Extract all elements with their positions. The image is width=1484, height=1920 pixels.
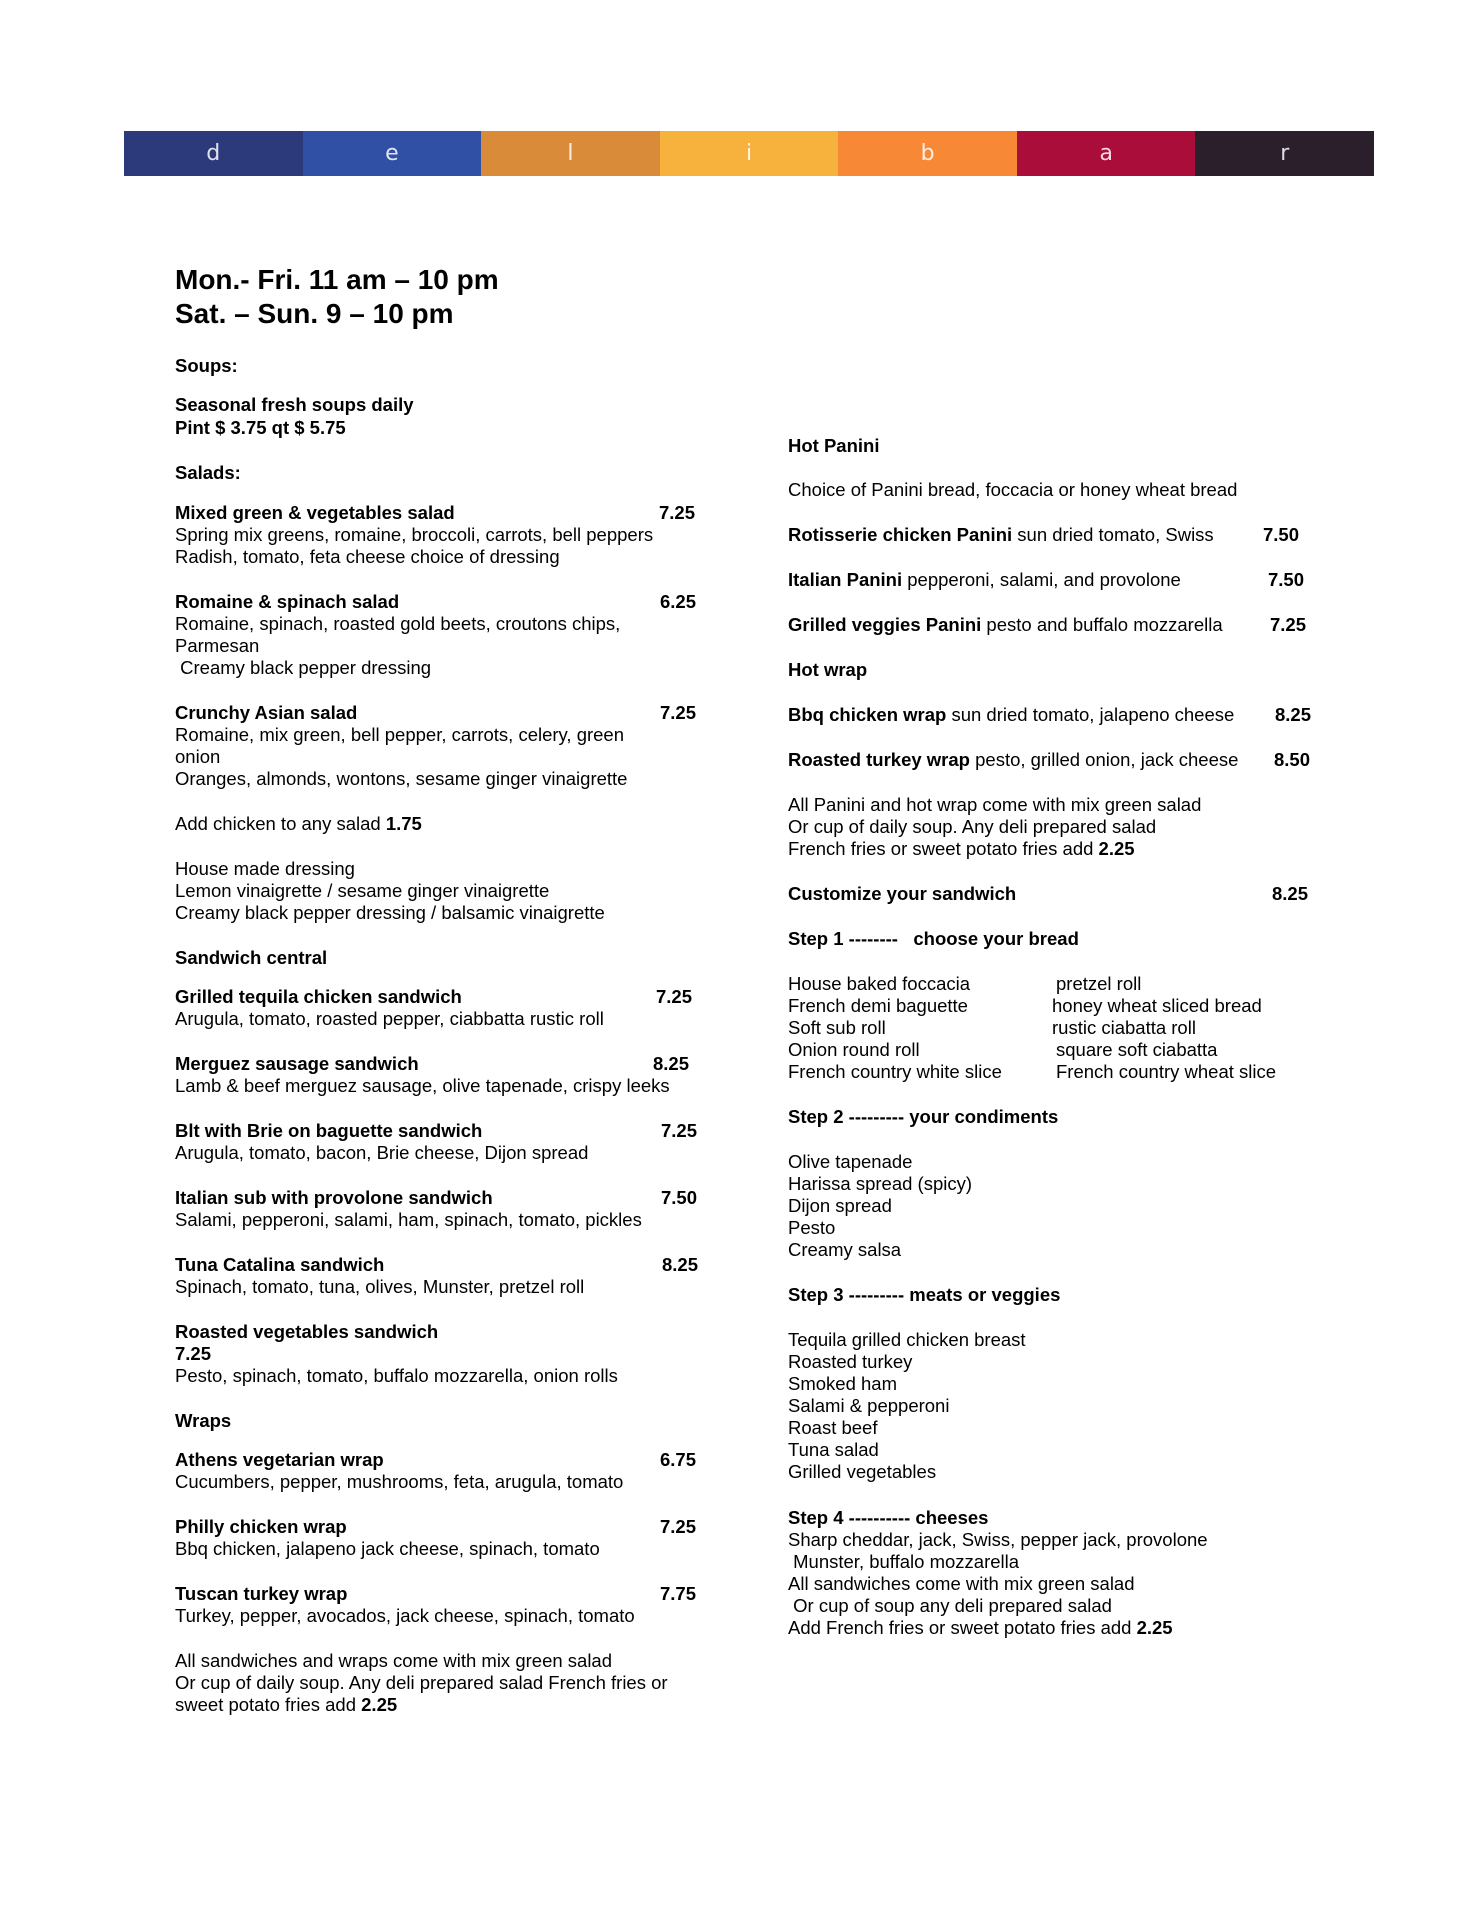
- sides-note: [175, 1694, 397, 1716]
- salad-description: Radish, tomato, feta cheese choice of dressing: [175, 546, 560, 567]
- hot-wrap-description: pesto, grilled onion, jack cheese: [969, 749, 1239, 770]
- salad-description: Spring mix greens, romaine, broccoli, carrots, bell peppers: [175, 524, 654, 545]
- bread-option: Onion round roll: [788, 1039, 920, 1060]
- sides-note-price: 2.25: [361, 1694, 398, 1715]
- logo-segment-r: r: [1195, 131, 1374, 176]
- condiment-option: Creamy salsa: [788, 1239, 902, 1260]
- hot-wrap-price: 8.25: [1275, 704, 1312, 725]
- add-chicken-note: [175, 813, 422, 835]
- bread-option: rustic ciabatta roll: [1052, 1017, 1196, 1038]
- hot-wrap-item: [788, 749, 1238, 771]
- salad-description: Creamy black pepper dressing: [175, 657, 432, 678]
- sandwich-name: Tuna Catalina sandwich: [175, 1254, 385, 1275]
- wrap-description: Cucumbers, pepper, mushrooms, feta, arugula, tomato: [175, 1471, 624, 1492]
- panini-description: sun dried tomato, Swiss: [1012, 524, 1214, 545]
- panini-intro: Choice of Panini bread, foccacia or honey wheat bread: [788, 479, 1238, 500]
- hot-wrap-sides-note: [788, 838, 1135, 860]
- hot-wrap-price: 8.50: [1274, 749, 1311, 770]
- meat-option: Smoked ham: [788, 1373, 897, 1394]
- bread-option: House baked foccacia: [788, 973, 971, 994]
- customize-sides-note-text: Add French fries or sweet potato fries add: [788, 1617, 1137, 1638]
- panini-description: pepperoni, salami, and provolone: [902, 569, 1181, 590]
- add-chicken-text: Add chicken to any salad: [175, 813, 386, 834]
- panini-item: [788, 524, 1214, 546]
- dressing-options: Creamy black pepper dressing / balsamic vinaigrette: [175, 902, 605, 923]
- weekend-hours: Sat. – Sun. 9 – 10 pm: [175, 298, 454, 329]
- bread-option: pretzel roll: [1056, 973, 1142, 994]
- meat-option: Grilled vegetables: [788, 1461, 937, 1482]
- deli-bar-logo-banner: [124, 131, 1374, 176]
- hot-wrap-sides-note-price: 2.25: [1098, 838, 1135, 859]
- dressing-options: Lemon vinaigrette / sesame ginger vinaigrette: [175, 880, 550, 901]
- salad-name: Mixed green & vegetables salad: [175, 502, 455, 523]
- sandwich-price: 8.25: [653, 1053, 690, 1074]
- sandwich-description: Arugula, tomato, bacon, Brie cheese, Dijon spread: [175, 1142, 589, 1163]
- salad-price: 7.25: [660, 702, 697, 723]
- salad-description: Romaine, spinach, roasted gold beets, croutons chips,: [175, 613, 621, 634]
- meat-option: Salami & pepperoni: [788, 1395, 950, 1416]
- wrap-price: 7.75: [660, 1583, 697, 1604]
- condiment-option: Harissa spread (spicy): [788, 1173, 973, 1194]
- bread-option: French country wheat slice: [1056, 1061, 1277, 1082]
- logo-segment-i: i: [660, 131, 839, 176]
- sandwich-name: Merguez sausage sandwich: [175, 1053, 419, 1074]
- logo-segment-b: b: [838, 131, 1017, 176]
- sandwich-name: Blt with Brie on baguette sandwich: [175, 1120, 483, 1141]
- add-chicken-price: 1.75: [385, 813, 422, 834]
- step1-heading: Step 1 -------- choose your bread: [788, 928, 1079, 949]
- panini-description: pesto and buffalo mozzarella: [981, 614, 1223, 635]
- bread-option: French demi baguette: [788, 995, 968, 1016]
- condiment-option: Olive tapenade: [788, 1151, 913, 1172]
- customize-sides-note: Or cup of soup any deli prepared salad: [788, 1595, 1112, 1616]
- wraps-heading: Wraps: [175, 1410, 232, 1431]
- cheese-options: Sharp cheddar, jack, Swiss, pepper jack, provolone: [788, 1529, 1208, 1550]
- salad-description: onion: [175, 746, 221, 767]
- logo-segment-a: a: [1017, 131, 1196, 176]
- panini-name: Grilled veggies Panini: [788, 614, 982, 635]
- panini-heading: Hot Panini: [788, 435, 880, 456]
- sandwich-name: Italian sub with provolone sandwich: [175, 1187, 493, 1208]
- salad-description: Romaine, mix green, bell pepper, carrots, celery, green: [175, 724, 625, 745]
- hot-wrap-sides-note: All Panini and hot wrap come with mix green salad: [788, 794, 1202, 815]
- panini-price: 7.50: [1268, 569, 1305, 590]
- customize-price: 8.25: [1272, 883, 1309, 904]
- sandwich-name: Roasted vegetables sandwich: [175, 1321, 439, 1342]
- wrap-description: Turkey, pepper, avocados, jack cheese, spinach, tomato: [175, 1605, 635, 1626]
- cheese-options: Munster, buffalo mozzarella: [788, 1551, 1020, 1572]
- sandwich-price: 8.25: [662, 1254, 699, 1275]
- hot-wrap-description: sun dried tomato, jalapeno cheese: [946, 704, 1235, 725]
- step4-heading: Step 4 ---------- cheeses: [788, 1507, 989, 1528]
- logo-segment-e: e: [303, 131, 482, 176]
- salad-name: Romaine & spinach salad: [175, 591, 400, 612]
- bread-option: honey wheat sliced bread: [1052, 995, 1262, 1016]
- meat-option: Roasted turkey: [788, 1351, 913, 1372]
- step2-heading: Step 2 --------- your condiments: [788, 1106, 1059, 1127]
- salad-price: 7.25: [659, 502, 696, 523]
- bread-option: square soft ciabatta: [1056, 1039, 1218, 1060]
- hot-wrap-item: [788, 704, 1234, 726]
- sandwich-description: Arugula, tomato, roasted pepper, ciabbatta rustic roll: [175, 1008, 604, 1029]
- soups-heading: Soups:: [175, 355, 238, 376]
- salad-price: 6.25: [660, 591, 697, 612]
- panini-price: 7.25: [1270, 614, 1307, 635]
- sandwich-name: Grilled tequila chicken sandwich: [175, 986, 462, 1007]
- sandwich-price: 7.25: [175, 1343, 212, 1364]
- wrap-description: Bbq chicken, jalapeno jack cheese, spinach, tomato: [175, 1538, 600, 1559]
- condiment-option: Dijon spread: [788, 1195, 892, 1216]
- sides-note: All sandwiches and wraps come with mix green salad: [175, 1650, 613, 1671]
- meat-option: Tequila grilled chicken breast: [788, 1329, 1026, 1350]
- panini-item: [788, 569, 1181, 591]
- sides-note: Or cup of daily soup. Any deli prepared salad French fries or: [175, 1672, 668, 1693]
- panini-item: [788, 614, 1223, 636]
- weekday-hours: Mon.- Fri. 11 am – 10 pm: [175, 264, 499, 295]
- customize-sides-note-price: 2.25: [1136, 1617, 1173, 1638]
- sides-note-text: sweet potato fries add: [175, 1694, 362, 1715]
- salad-description: Oranges, almonds, wontons, sesame ginger vinaigrette: [175, 768, 628, 789]
- hot-wrap-name: Roasted turkey wrap: [788, 749, 970, 770]
- hot-wrap-sides-note: Or cup of daily soup. Any deli prepared salad: [788, 816, 1157, 837]
- customize-heading: Customize your sandwich: [788, 883, 1017, 904]
- sandwich-description: Pesto, spinach, tomato, buffalo mozzarella, onion rolls: [175, 1365, 618, 1386]
- customize-sides-note: [788, 1617, 1173, 1639]
- meat-option: Roast beef: [788, 1417, 878, 1438]
- condiment-option: Pesto: [788, 1217, 836, 1238]
- hot-wrap-name: Bbq chicken wrap: [788, 704, 947, 725]
- panini-name: Rotisserie chicken Panini: [788, 524, 1013, 545]
- sandwich-description: Spinach, tomato, tuna, olives, Munster, pretzel roll: [175, 1276, 585, 1297]
- wrap-price: 7.25: [660, 1516, 697, 1537]
- hot-wrap-heading: Hot wrap: [788, 659, 868, 680]
- dressing-heading: House made dressing: [175, 858, 355, 879]
- wrap-name: Tuscan turkey wrap: [175, 1583, 348, 1604]
- soups-line: Seasonal fresh soups daily: [175, 394, 414, 415]
- wrap-price: 6.75: [660, 1449, 697, 1470]
- bread-option: French country white slice: [788, 1061, 1002, 1082]
- step3-heading: Step 3 --------- meats or veggies: [788, 1284, 1061, 1305]
- sandwich-price: 7.50: [661, 1187, 698, 1208]
- customize-sides-note: All sandwiches come with mix green salad: [788, 1573, 1135, 1594]
- sandwich-heading: Sandwich central: [175, 947, 328, 968]
- hot-wrap-sides-note-text: French fries or sweet potato fries add: [788, 838, 1099, 859]
- sandwich-price: 7.25: [661, 1120, 698, 1141]
- sandwich-price: 7.25: [656, 986, 693, 1007]
- salad-description: Parmesan: [175, 635, 260, 656]
- logo-segment-d: d: [124, 131, 303, 176]
- soups-price-line: Pint $ 3.75 qt $ 5.75: [175, 417, 346, 438]
- logo-segment-l: l: [481, 131, 660, 176]
- meat-option: Tuna salad: [788, 1439, 879, 1460]
- wrap-name: Philly chicken wrap: [175, 1516, 347, 1537]
- panini-price: 7.50: [1263, 524, 1300, 545]
- bread-option: Soft sub roll: [788, 1017, 886, 1038]
- salad-name: Crunchy Asian salad: [175, 702, 358, 723]
- wrap-name: Athens vegetarian wrap: [175, 1449, 384, 1470]
- panini-name: Italian Panini: [788, 569, 903, 590]
- salads-heading: Salads:: [175, 462, 241, 483]
- sandwich-description: Lamb & beef merguez sausage, olive tapenade, crispy leeks: [175, 1075, 670, 1096]
- sandwich-description: Salami, pepperoni, salami, ham, spinach, tomato, pickles: [175, 1209, 642, 1230]
